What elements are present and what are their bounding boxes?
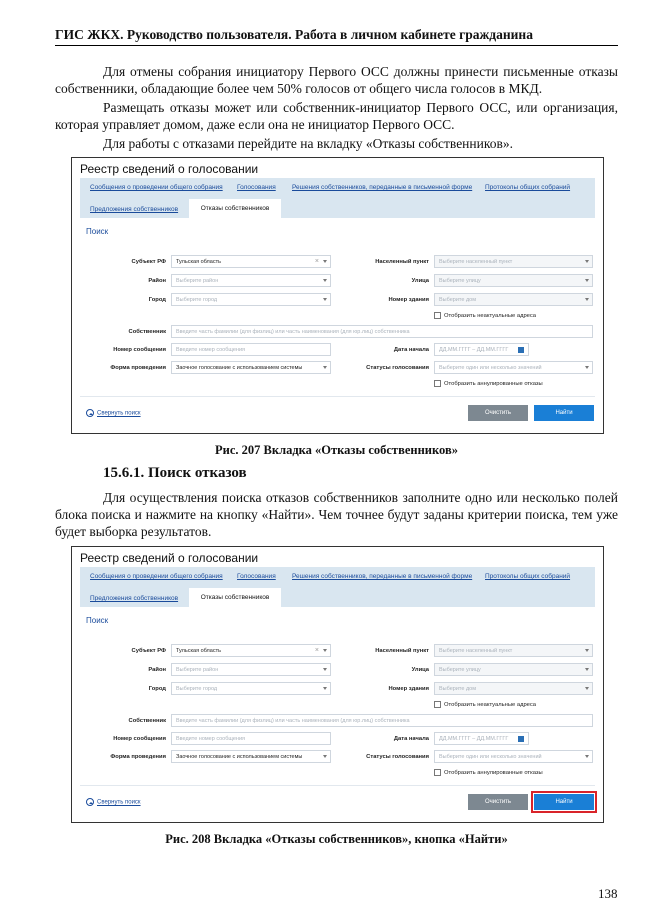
screenshot-find-button (71, 546, 604, 823)
street-select[interactable] (434, 663, 593, 676)
owner-placeholder: Введите часть фамилии (для физлиц) или часть наименования (для юр.лиц) собственника (176, 329, 410, 335)
collapse-search-link[interactable] (86, 409, 141, 417)
checkbox[interactable] (434, 380, 441, 387)
date-range-input[interactable] (434, 732, 529, 745)
message-number-placeholder: Введите номер сообщения (176, 736, 246, 742)
owner-input[interactable] (171, 325, 593, 338)
district-select[interactable] (171, 274, 331, 287)
settlement-select[interactable] (434, 644, 593, 657)
date-separator: – (472, 347, 476, 353)
annulled-label: Отобразить аннулированные отказы (444, 770, 543, 777)
label-settlement: Населенный пункт (375, 648, 429, 654)
tab-owner-refusals[interactable]: Отказы собственников (189, 588, 281, 607)
label-message-number: Номер сообщения (113, 347, 166, 353)
annulled-label: Отобразить аннулированные отказы (444, 381, 543, 388)
chevron-down-icon (323, 366, 327, 369)
vote-status-placeholder: Выберите один или несколько значений (439, 754, 542, 760)
chevron-down-icon (323, 649, 327, 652)
tab-owner-proposals[interactable]: Предложения собственников (90, 206, 179, 213)
clear-icon[interactable]: × (314, 647, 319, 654)
inactive-addresses-checkbox-row[interactable] (434, 312, 536, 319)
tab-owner-refusals[interactable]: Отказы собственников (189, 199, 281, 218)
chevron-down-icon (323, 687, 327, 690)
inactive-addresses-checkbox-row[interactable] (434, 701, 536, 708)
city-placeholder: Выберите город (176, 297, 218, 303)
date-from-placeholder: ДД.ММ.ГГГГ (439, 736, 471, 742)
document-header: ГИС ЖКХ. Руководство пользователя. Работа в личном кабинете гражданина (55, 27, 618, 46)
subject-select[interactable] (171, 644, 331, 657)
tab-votings[interactable]: Голосования (237, 184, 276, 191)
label-form: Форма проведения (110, 754, 166, 760)
label-street: Улица (411, 278, 429, 284)
inactive-addresses-label: Отобразить неактуальные адреса (444, 702, 537, 709)
chevron-down-icon (323, 668, 327, 671)
label-district: Район (148, 667, 166, 673)
screenshot-refusals-tab (71, 157, 604, 434)
message-number-placeholder: Введите номер сообщения (176, 347, 246, 353)
chevron-up-icon (86, 798, 94, 806)
form-select[interactable] (171, 361, 331, 374)
tab-written-decisions[interactable]: Решения собственников, переданные в письменной форме (292, 573, 473, 580)
paragraph-2: Размещать отказы может или собственник-инициатор Первого ОСС, или организация, которая управляет домом, даже если она не инициатор Первого ОСС. (55, 100, 618, 132)
label-owner: Собственник (128, 718, 166, 724)
paragraph-search: Для осуществления поиска отказов собственников заполните одно или несколько полей блока поиска и нажмите на кнопку «Найти». Чем точнее будут заданы критерии поиска, тем уже будет выборка результатов. (55, 490, 618, 539)
house-placeholder: Выберите дом (439, 297, 476, 303)
chevron-down-icon (323, 755, 327, 758)
label-house-number: Номер здания (388, 686, 429, 692)
label-city: Город (148, 297, 166, 303)
divider (80, 396, 595, 397)
tabs-bar (80, 178, 595, 218)
collapse-search-label: Свернуть поиск (97, 799, 141, 806)
tab-protocols[interactable]: Протоколы общих собраний (485, 573, 571, 580)
date-from-placeholder: ДД.ММ.ГГГГ (439, 347, 471, 353)
settlement-placeholder: Выберите населенный пункт (439, 259, 513, 265)
date-to-placeholder: ДД.ММ.ГГГГ (476, 347, 509, 353)
settlement-select[interactable] (434, 255, 593, 268)
owner-placeholder: Введите часть фамилии (для физлиц) или часть наименования (для юр.лиц) собственника (176, 718, 410, 724)
label-form: Форма проведения (110, 365, 166, 371)
chevron-down-icon (585, 279, 589, 282)
street-select[interactable] (434, 274, 593, 287)
chevron-down-icon (585, 260, 589, 263)
divider (80, 785, 595, 786)
label-house-number: Номер здания (388, 297, 429, 303)
house-select[interactable] (434, 682, 593, 695)
tab-owner-proposals[interactable]: Предложения собственников (90, 595, 179, 602)
city-placeholder: Выберите город (176, 686, 218, 692)
inactive-addresses-label: Отобразить неактуальные адреса (444, 313, 537, 320)
tab-votings[interactable]: Голосования (237, 573, 276, 580)
find-button[interactable]: Найти (534, 405, 594, 421)
checkbox[interactable] (434, 769, 441, 776)
chevron-down-icon (585, 755, 589, 758)
city-select[interactable] (171, 293, 331, 306)
chevron-down-icon (323, 298, 327, 301)
subject-value: Тульская область (176, 648, 221, 654)
date-range-input[interactable] (434, 343, 529, 356)
form-select[interactable] (171, 750, 331, 763)
tab-written-decisions[interactable]: Решения собственников, переданные в письменной форме (292, 184, 473, 191)
clear-button[interactable]: Очистить (468, 405, 528, 421)
paragraph-1: Для отмены собрания инициатору Первого ОСС должны принести письменные отказы собственники, обладающие более чем 50% голосов от общего числа голосов в МКД. (55, 64, 618, 96)
registry-title: Реестр сведений о голосовании (80, 551, 259, 565)
label-message-number: Номер сообщения (113, 736, 166, 742)
figure-caption-208: Рис. 208 Вкладка «Отказы собственников», кнопка «Найти» (165, 832, 508, 846)
district-placeholder: Выберите район (176, 667, 219, 673)
message-number-input[interactable] (171, 732, 331, 745)
label-district: Район (148, 278, 166, 284)
district-select[interactable] (171, 663, 331, 676)
form-value: Заочное голосование с использованием системы (176, 754, 303, 760)
chevron-down-icon (323, 279, 327, 282)
registry-title: Реестр сведений о голосовании (80, 162, 259, 176)
vote-status-select[interactable] (434, 361, 593, 374)
label-vote-status: Статусы голосования (366, 754, 429, 760)
label-start-date: Дата начала (393, 347, 429, 353)
form-value: Заочное голосование с использованием системы (176, 365, 303, 371)
chevron-up-icon (86, 409, 94, 417)
label-settlement: Населенный пункт (375, 259, 429, 265)
chevron-down-icon (585, 668, 589, 671)
vote-status-select[interactable] (434, 750, 593, 763)
chevron-down-icon (323, 260, 327, 263)
chevron-down-icon (585, 687, 589, 690)
chevron-down-icon (585, 366, 589, 369)
house-select[interactable] (434, 293, 593, 306)
tab-meeting-messages[interactable]: Сообщения о проведении общего собрания (90, 573, 223, 580)
label-street: Улица (411, 667, 429, 673)
street-placeholder: Выберите улицу (439, 278, 481, 284)
street-placeholder: Выберите улицу (439, 667, 481, 673)
collapse-search-link[interactable] (86, 798, 141, 806)
search-heading: Поиск (86, 616, 109, 625)
section-heading: 15.6.1. Поиск отказов (103, 465, 247, 481)
calendar-icon[interactable] (518, 347, 524, 353)
vote-status-placeholder: Выберите один или несколько значений (439, 365, 542, 371)
date-separator: – (472, 736, 476, 742)
owner-input[interactable] (171, 714, 593, 727)
label-start-date: Дата начала (393, 736, 429, 742)
page-number: 138 (598, 886, 618, 901)
subject-select[interactable] (171, 255, 331, 268)
chevron-down-icon (585, 649, 589, 652)
annulled-checkbox-row[interactable] (434, 380, 543, 387)
figure-caption-207: Рис. 207 Вкладка «Отказы собственников» (215, 443, 458, 457)
city-select[interactable] (171, 682, 331, 695)
paragraph-3: Для работы с отказами перейдите на вкладку «Отказы собственников». (103, 136, 513, 151)
find-button-highlighted[interactable]: Найти (534, 794, 594, 810)
annulled-checkbox-row[interactable] (434, 769, 543, 776)
label-vote-status: Статусы голосования (366, 365, 429, 371)
house-placeholder: Выберите дом (439, 686, 476, 692)
collapse-search-label: Свернуть поиск (97, 410, 141, 417)
checkbox[interactable] (434, 701, 441, 708)
date-to-placeholder: ДД.ММ.ГГГГ (476, 736, 509, 742)
tab-protocols[interactable]: Протоколы общих собраний (485, 184, 571, 191)
label-city: Город (148, 686, 166, 692)
district-placeholder: Выберите район (176, 278, 219, 284)
clear-icon[interactable]: × (314, 258, 319, 265)
label-subject: Субъект РФ (131, 259, 166, 265)
chevron-down-icon (585, 298, 589, 301)
label-subject: Субъект РФ (131, 648, 166, 654)
message-number-input[interactable] (171, 343, 331, 356)
settlement-placeholder: Выберите населенный пункт (439, 648, 513, 654)
clear-button[interactable]: Очистить (468, 794, 528, 810)
search-heading: Поиск (86, 227, 109, 236)
tab-meeting-messages[interactable]: Сообщения о проведении общего собрания (90, 184, 223, 191)
tabs-bar (80, 567, 595, 607)
subject-value: Тульская область (176, 259, 221, 265)
label-owner: Собственник (128, 329, 166, 335)
checkbox[interactable] (434, 312, 441, 319)
calendar-icon[interactable] (518, 736, 524, 742)
